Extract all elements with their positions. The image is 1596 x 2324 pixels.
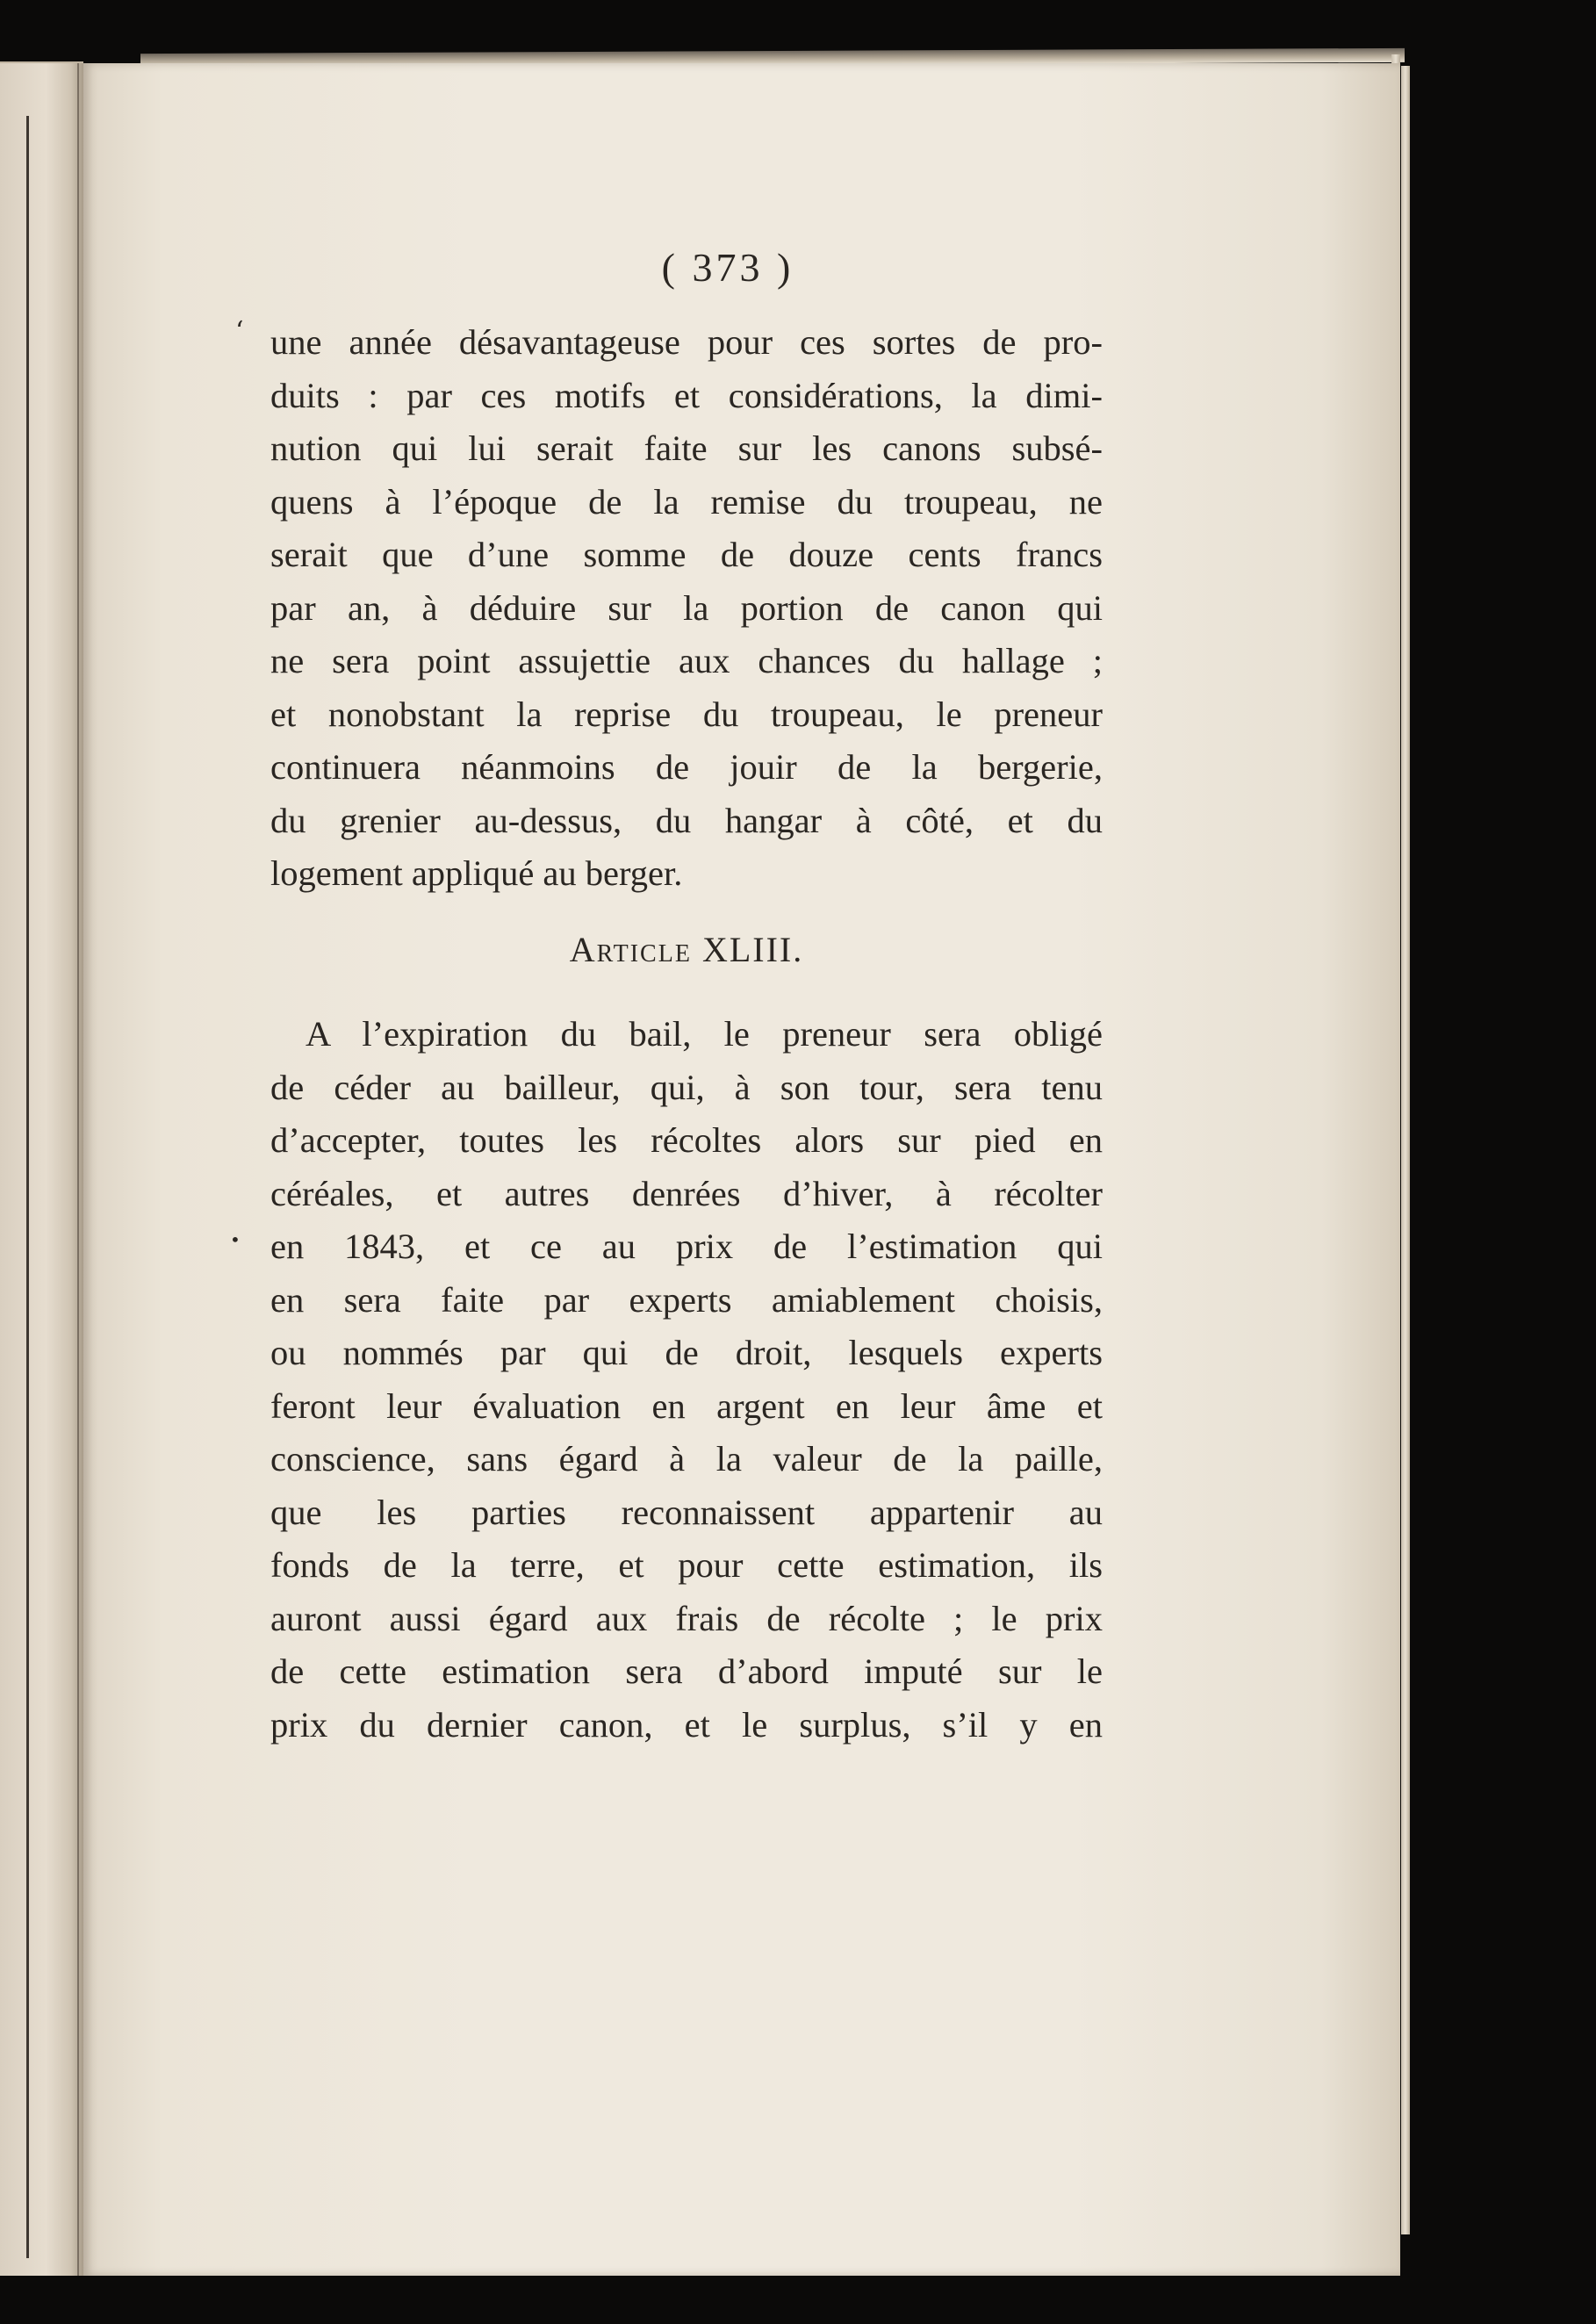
text-line: par an, à déduire sur la portion de canon qui — [270, 587, 1103, 628]
text-line: ou nommés par qui de droit, lesquels experts — [270, 1333, 1103, 1372]
text-line: feront leur évaluation en argent en leur âme et — [270, 1385, 1103, 1426]
text-line: conscience, sans égard à la valeur de la paille, — [270, 1439, 1103, 1479]
previous-page-edge — [0, 61, 83, 2276]
text-line: fonds de la terre, et pour cette estimation, ils — [270, 1545, 1103, 1585]
text-line: nution qui lui serait faite sur les canons subsé- — [270, 428, 1103, 468]
margin-mark-top: ‘ — [235, 316, 244, 347]
text-line: d’accepter, toutes les récoltes alors sur pied en — [270, 1120, 1103, 1160]
text-line: de cette estimation sera d’abord imputé sur le — [270, 1651, 1103, 1691]
page-number: ( 373 ) — [661, 245, 794, 290]
text-line: du grenier au-dessus, du hangar à côté, et du — [270, 800, 1103, 840]
text-line: continuera néanmoins de jouir de la bergerie, — [270, 747, 1103, 787]
text-line: que les parties reconnaissent appartenir au — [270, 1492, 1103, 1532]
text-line: ne sera point assujettie aux chances du hallage ; — [270, 641, 1103, 680]
text-line: céréales, et autres denrées d’hiver, à récolter — [270, 1173, 1103, 1213]
text-line: et nonobstant la reprise du troupeau, le preneur — [270, 694, 1103, 734]
text-line: duits : par ces motifs et considérations, la dimi- — [270, 375, 1103, 415]
text-line: serait que d’une somme de douze cents francs — [270, 535, 1103, 574]
text-line: de céder au bailleur, qui, à son tour, sera tenu — [270, 1067, 1103, 1107]
text-line: auront aussi égard aux frais de récolte ; le prix — [270, 1598, 1103, 1638]
text-line: une année désavantageuse pour ces sortes de pro- — [270, 322, 1103, 362]
margin-mark-middle: • — [230, 1229, 241, 1250]
text-line: en sera faite par experts amiablement choisis, — [270, 1279, 1103, 1320]
paragraph-one — [270, 316, 1103, 901]
text-line: A l’expiration du bail, le preneur sera obligé — [306, 1014, 1103, 1054]
text-line: quens à l’époque de la remise du troupeau, ne — [270, 481, 1103, 522]
text-line: prix du dernier canon, et le surplus, s’il y en — [270, 1704, 1103, 1745]
paragraph-two — [270, 1008, 1103, 1752]
text-line: logement appliqué au berger. — [270, 853, 683, 893]
page-edge-2 — [1401, 66, 1410, 2234]
text-line: en 1843, et ce au prix de l’estimation qui — [270, 1227, 1103, 1266]
article-heading: Article XLIII. — [569, 930, 804, 969]
